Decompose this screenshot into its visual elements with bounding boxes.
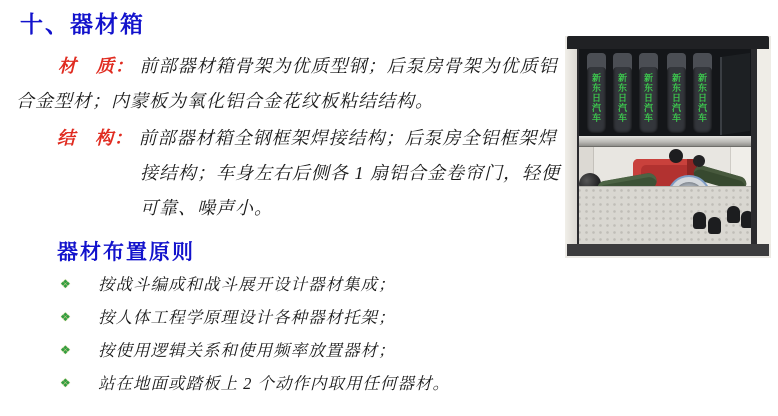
mounting-brackets — [720, 53, 750, 135]
diamond-bullet-icon: ❖ — [60, 310, 72, 324]
equipment-box-photo — [565, 36, 771, 258]
diamond-bullet-icon: ❖ — [60, 343, 72, 357]
structure-text: 前部器材箱全钢框架焊接结构；后泵房全铝框架焊接结构；车身左右后侧各 1 扇铝合金卷帘门，轻便可靠、噪声小。 — [138, 128, 560, 218]
photo-top-frame — [567, 36, 769, 49]
list-item-text: 按战斗编成和战斗展开设计器材集成； — [98, 275, 396, 294]
list-item — [60, 340, 450, 361]
strap-label: 新东日汽车 — [671, 73, 681, 123]
equipment-strap — [639, 53, 658, 133]
photo-upper-compartment — [577, 49, 751, 136]
list-item — [60, 274, 450, 295]
list-item-text: 站在地面或踏板上 2 个动作内取用任何器材。 — [98, 374, 450, 393]
equipment-strap — [613, 53, 632, 133]
pipe-cap — [708, 217, 721, 234]
hand-wheel — [669, 149, 683, 163]
material-label: 材 质： — [58, 56, 134, 76]
principles-heading: 器材布置原则 — [57, 241, 195, 264]
diamond-bullet-icon: ❖ — [60, 277, 72, 291]
right-frame-pillar — [751, 49, 771, 244]
structure-label: 结 构： — [57, 128, 133, 148]
hand-wheel — [693, 155, 705, 167]
diamond-bullet-icon: ❖ — [60, 376, 72, 390]
strap-label: 新东日汽车 — [617, 73, 627, 123]
principles-list — [60, 274, 450, 406]
strap-label: 新东日汽车 — [697, 73, 707, 123]
page-title: 十、器材箱 — [20, 11, 145, 37]
list-item-text: 按使用逻辑关系和使用频率放置器材； — [98, 341, 396, 360]
equipment-strap — [587, 53, 606, 133]
list-item — [60, 373, 450, 394]
material-text: 前部器材箱骨架为优质型钢；后泵房骨架为优质铝合金型材；内蒙板为氧化铝合金花纹板粘结结构。 — [16, 56, 558, 111]
pipe-cap — [727, 206, 740, 223]
structure-paragraph — [16, 121, 570, 226]
list-item-text: 按人体工程学原理设计各种器材托架； — [98, 308, 396, 327]
left-frame-pillar — [565, 49, 579, 244]
strap-label: 新东日汽车 — [643, 73, 653, 123]
pipe-cap — [693, 212, 706, 229]
photo-bottom-frame — [567, 244, 769, 256]
material-paragraph — [16, 49, 558, 119]
strap-label: 新东日汽车 — [591, 73, 601, 123]
list-item — [60, 307, 450, 328]
aluminum-shelf — [567, 136, 767, 147]
equipment-strap — [693, 53, 712, 133]
equipment-strap — [667, 53, 686, 133]
